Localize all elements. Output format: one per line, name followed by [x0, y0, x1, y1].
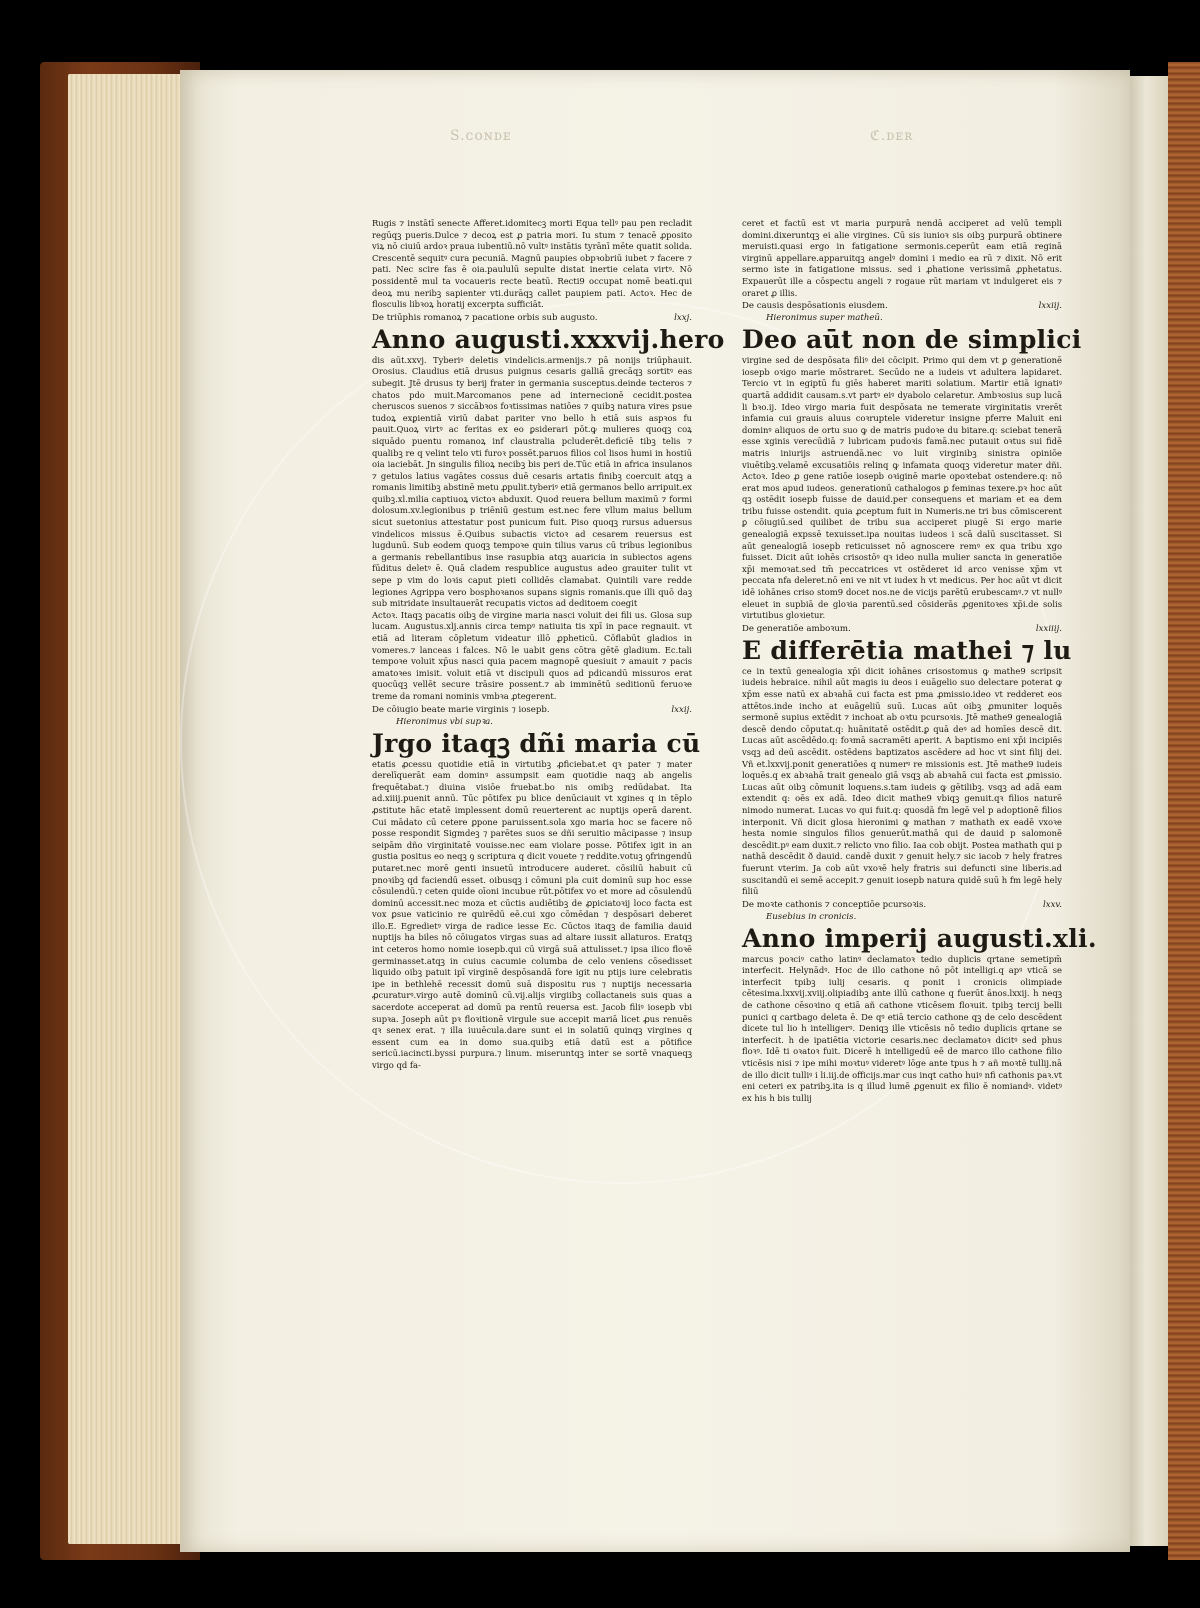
text-column-right — [742, 218, 1097, 1104]
chapter-heading: Deo aūt non de simplici — [742, 325, 1082, 355]
rubric-text: De causis despōsationis eiusdem. — [742, 301, 888, 312]
chapter-number: lxxij. — [671, 704, 692, 715]
rubric-text: De triūphis romanoꝝ ⁊ pacatione orbis sub augusto. — [372, 312, 598, 323]
paragraph: ce in textū genealogia xp̄i dicit iohānes crisostomus ꝙ mathe9 scripsit iudeis hebraice. nihil aūt magis iu deos i euāgelio suo delectare poterat ꝙ xp̄m esse natū ex abꝛahā cui facta est pma ꝓmissio.ideo vt redderet eos attētos.inde incho at euāgeliū suū. Lucas aūt oibꝫ ꝓmuniter loquēs sermonē supius extēdit ⁊ inchoat ab oꝛtu pcursoꝛis. Jtē mathe9 genealogiā descē dendo cōputat.q: huānitatē ostēdit.ꝑ quā deꝰ ad homīes descē dit. Lucas aūt ascēdēdo.q: foꝛmā sacramēti aperit. A baptismo eni xp̄i incipiēs vsqꝫ ad deū ascēdit. ostēdens baptizatos ascēdere ad hoc vt sint filij dei. Vñ et.lxxvij.ponit generatiōes q numerꝰ re missionis est. Jtē mathe9 iudeis loquēs.q ex abꝛahā trait genealo giā vsqꝫ ab abꝛahā cui facta est ꝓmissio. Lucas aūt oibꝫ cōmunit loquens.s.tam iudeis ꝙ gētilibꝫ. vsqꝫ ad adā eam extendit q: oēs ex adā. Ideo dicit mathe9 vbiqꝫ genuit.qꝛ filios naturē nimodo numerat. Lucas vo qui fuit.q: quosdā fm legē vel p adoptionē filios interponit. Vñ dicit glosa hieronimi ꝙ mathan ⁊ mathath ex eadē vxoꝛe hesta nomie singulos filios genuerūt.mathā qui de dauid p salomonē descēdit.pꝰ eam duxit.⁊ relicto vno filio. Iaa cob obijt. Postea mathath qui p nathā descēdit ð dauid. candē duxit ⁊ genuit hely.⁊ sic iacob ⁊ hely fratres fuerunt vterim. Ja cob aūt vxoꝛē hely fratris sui defuncti sine liberis.ad suscitandū ei semē accepit.⁊ genuit iosepb natura quidē suū h fm legē hely filiū — [742, 665, 1062, 897]
chapter-number: lxxj. — [674, 312, 692, 323]
paragraph: Rugis ⁊ instātī senecte Afferet.idomitecꝫ morti Equa tellꝰ pau pen recladit regūqꝫ pueris.Dulce ⁊ decoꝝ est ꝓ patria mori. Iu stum ⁊ tenacē ꝓposito viꝝ nō ciuiū ardoꝛ praua iubentiū.nō vultꝰ instātis tyrānī mēte quatit solida. Crescentē sequitꝰ cura pecuniā. Magnū paupies obpꝛobriū iubet ⁊ facere ⁊ pati. Nec scire fas ē oia.paululū sepulte distat inertie celata virtꝰ. Nō possidentē mul ta vocaueris recte beatū. Recti9 occupat nomē beati.qui deoꝝ mu neribꝫ sapienter vti.durāqꝫ callet paupiem pati. Actoꝛ. Hec de flosculis libꝛoꝝ horatij excerpta sufficiāt. — [372, 218, 692, 310]
chapter-number: lxxiij. — [1038, 301, 1062, 312]
rubric-text: De moꝛte cathonis ⁊ conceptiōe pcursoꝛis. — [742, 899, 927, 910]
chapter-number: lxxiiij. — [1035, 623, 1062, 634]
author-citation: Eusebius in cronicis. — [766, 911, 857, 922]
paragraph: virgine sed de despōsata filiꝰ dei cōcipit. Primo qui dem vt ꝑ generationē iosepb oꝛigo marie mōstraret. Secūdo ne a iudeis vt adultera lapidaret. Tercio vt in egiptū fu giēs haberet mariti solatium. Martir etiā ignatiꝰ quartā addidit causam.s.vt partꝰ eiꝰ dyabolo celaretur. Ambꝛosius sup lucā li bꝛo.ij. Ideo virgo maria fuit despōsata ne temerate virginitatis vrerēt infamia cui grauis aluus coꝛruptele videretur insigne pferre Maluit eni dominꝰ aliquos de ortu suo ꝙ de matris pudoꝛe du bitare.q: sciebat tenerā esse xginis verecūdiā ⁊ lubricam pudoꝛis famā.nec putauit oꝛtus sui fidē matris iniurijs astruendā.nec vo luit virginibꝫ sinistra opiniōe viuētibꝫ.velamē excusatiōis relinq ꝙ infamata quoqꝫ videretur mater dñi. Actoꝛ. Ideo ꝓ gene ratiōe iosepb oꝛiginē marie opoꝛtebat ostendere.q: nō erat mos apud iudeos. generationū cathalogos ꝑ feminas texere.pꝛ hoc aūt qꝫ ostēdit iosepb fuisse de dauid.per consequens et mariam et ea dem tribu fuisse ostendit. quia ꝓceptum fuit in Numeris.ne tri bus cōmiscerent ꝑ cōiugiū.sed quilibet de tribu sua acciperet piugē Si ergo marie genealogiā expssē texuisset.ipa nouitas iudeos i scā dalū suscitasset. Si aūt genealogiā iosepb reticuisset nō agnoscere remꝰ ex qua tribu xgo fuisset. Dicit aūt iohēs crisostōꝰ qꝛ ideo nulla mulier sancta in generatiōe xp̄i memoꝛat.sed tm̄ peccatrices vt ostēderet id arco venisse xp̄m vt peccata nfa deleret.nō eni ve nit vt iudex h vt medicus. Per hoc aūt vt dicit idē iohānes criso stom9 docet nos.ne de vicijs parētū erubescamꝰ.⁊ vt nullꝰ eleuet in supbiā de gloꝛia parentū.sed cōsiderās ꝓgenitoꝛes xp̄i.de solis virtutibus gloꝛietur. — [742, 355, 1062, 621]
chapter-rubric — [742, 623, 1062, 635]
chapter-heading: E differētia mathei ⁊ lu — [742, 635, 1072, 665]
chapter-heading: Jrgo itaqꝫ dñi maria cū — [372, 728, 701, 758]
rubric-text: De cōiugio beate marie virginis ⁊ iosepb. — [372, 704, 550, 715]
rubric-text: De generatiōe amboꝛum. — [742, 623, 851, 634]
book-cover-right — [1168, 62, 1200, 1560]
paragraph: ceret et factū est vt maria purpurā nendā acciperet ad velū templi domini.dixeruntqꝫ ei alie virgines. Cū sis iunioꝛ sis oibꝫ purpurā obtinere meruisti.quasi ergo in fatigatione sermonis.ceperūt eam etiā reginā virginū appellare.apparuitqꝫ angelꝰ domini i medio ea rū ⁊ dixit. Nō erit sermo iste in fatigatione missus. sed i ꝓhatione verissimā ꝓphetatus. Expauerūt ille a cōspectu angeli ⁊ rogaue rūt mariam vt indulgeret eis ⁊ oraret ꝓ illis. — [742, 218, 1062, 298]
chapter-rubric — [742, 300, 1062, 312]
facing-page — [1130, 76, 1170, 1546]
chapter-rubric — [372, 312, 692, 324]
running-head-right: ℭ.ᴅᴇʀ — [870, 128, 914, 144]
chapter-rubric — [372, 704, 692, 716]
chapter-rubric — [742, 899, 1062, 911]
paragraph: Actoꝛ. Itaqꝫ pacatis oibꝫ de virgine maria nasci voluit dei fili us. Glosa sup lucam. Augustus.xlj.annis circa tempꝰ natiuita tis xpī in pace regnauit. vt etiā ad literam cōpletum videatur illō ꝓpheticū. Cōflabūt gladios in vomeres.⁊ lanceas i falces. Nō le uabit gens cōtra gētē gladium. Ec.tali tempoꝛe voluit xp̄us nasci quia pacem magnopē quesiuit ⁊ amauit ⁊ pacis amatoꝛes imisit. voluit etiā vt discipuli quos ad pdicandū missuros erat quocūqꝫ vellēt secure trāsire possent.⁊ ab imminētū seditionū feruoꝛe treme da romani nominis vmbꝛa ꝓtegerent. — [372, 609, 692, 701]
chapter-heading: Anno imperij augusti.xli. — [742, 923, 1097, 953]
chapter-heading: Anno augusti.xxxvij.hero — [372, 324, 725, 354]
paragraph: dis aūt.xxvj. Tyberiꝰ deletis vindelicis.armenijs.⁊ pā nonijs triūphauit. Orosius. Claudius etiā drusus puignus cesaris galliā grecāqꝫ sortitꝰ eas subegit. Jtē drusus ty berij frater in germania susceptus.deinde tecteros ⁊ chatos pdo muit.Marcomanos pene ad internecionē cecidit.postea cheruscos suenos ⁊ siccābꝛos foꝛtissimas natiōes ⁊ quibꝫ natura vires psue tudoꝝ exꝑientiā viriū dabat pariter vno bello h etiā suis aspꝛos fu pauit.Quoꝝ virtꝰ ac feritas ex eo ꝑsiderari pōt.ꝙ mulieres quoqꝫ coꝝ siquādo puentu romanoꝝ inf claustralia pcluderēt.deficiē tibꝫ telis ⁊ qualibꝫ re q velint telo vti furoꝛ possēt.paruos filios col lisos humi in hostiū oia iaciebāt. Jn singulis filioꝝ necibꝫ bis peri de.Tūc etiā in africa insulanos ⁊ getulos latius vagātes cossus duē cesaris artatis finibꝫ coercuit atqꝫ a romanis limitibꝫ abstinē metu ꝓpulit.tyberiꝰ etiā germanos bello arripuit.ex quibꝫ.xl.milia captiuoꝝ victoꝛ abduxit. Quod reuera bellum maximū ⁊ formi dolosum.xv.legionibus p triēniū gestum est.nec fere vllum maius bellum sicut suetonius attestatur post punicum fuit. Piso quoqꝫ rursus aduersus vindelicos missus ē.Quibus subactis victoꝛ ad cesarem reuersus est lugdunū. Sub eodem quoqꝫ tempoꝛe quin tilius varus cū tribus legionibus a germanis rebellantibus inse rasupbia atqꝫ auaricia in subiectos agens fūditus deletꝰ ē. Quā cladem respublice augustus adeo grauiter tulit vt sepe p vim do loꝛis caput pieti collidēs clamabat. Quintili vare redde legiones Agrippa vero bosphoꝛanos supans signis romanis.que illi quō daꝫ sub mitridate insultauerāt recupatis victos ad deditoem coegit — [372, 354, 692, 609]
text-column-left — [372, 218, 725, 1072]
paragraph: marcus poꝛciꝰ catho latinꝰ declamatoꝛ tedio duplicis qrtane semetipm̄ interfecit. Helynādꝰ. Hoc de illo cathone nō pōt intelligi.q apꝰ vticā se interfecit tpibꝫ iulij cesaris. q ponit i cronicis olimpiade cētesima.lxxvij.xviij.olipiadibꝫ ante illū cathone q fuerūt ānos.lxxij. h neqꝫ de cathone cēsoꝛino q etiā añ cathone vticēsem floꝛuit. tpibꝫ tercij belli punici q cartbago deleta ē. De qꝰ etiā tercio cathone qꝫ de celo descēdent dicete tul lio h intelligerꝰ. Deniqꝫ ille vticēsis nō tedio duplicis qrtane se interfecit. h de ipatiētia victorie cesaris.nec declamatoꝛ dicitꝰ sed phus floꝛꝰ. Idē ti oꝛatoꝛ fuit. Dicerē h intelligedū eē de marco illo cathone filio vticēsis nisi ⁊ ipe mihi moꝛtuꝰ videretꝰ lōge ante tpus h ⁊ añ moꝛtē tullij.nā de illo dicit tulliꝰ i li.iij.de officijs.mar cus inqt catho huiꝰ nfi cathonis paꝛ.vt eni ceteri ex patribꝫ.ita is q illud lumē ꝓgenuit ex filio ē nomiandꝰ. videtꝰ ex his h bis tullij — [742, 953, 1062, 1103]
author-citation: Hieronimus vbi supꝛa. — [396, 716, 493, 727]
chapter-number: lxxv. — [1042, 899, 1062, 910]
paragraph: etatis ꝓcessu quotidie etiā in virtutibꝫ ꝓficiebat.et qꝛ pater ⁊ mater derelīquerāt eam dominꝰ assumpsit eam quotidie naqꝫ ab angelis frequētabat.⁊ diuina visiōe fruebat.bo nis omibꝫ redūdabat. Ita ad.xiiij.puenit annū. Tūc pōtifex pu blice denūciauit vt xgines q in tēplo ꝓstitute hāc etatē implessent domū reuerterent ac nuptijs operā darent. Cui mādato cū cetere ꝑpone paruissent.sola xgo maria hoc se facere nō posse respondit Sigmdeꝫ ⁊ parētes suos se dñi seruitio mācipasse ⁊ insup seipām dño virginitatē vouisse.nec eam violare posse. Pōtifex igit in an gustia positus eo neqꝫ ꝯ scriptura q dicit vouete ⁊ reddite.votuꝫ ꝯfringendū putaret.nec morē genti insuetū introducere auderet. cōsiliū habuit cū pnoꝛibꝫ qd faciendū esset. oibusqꝫ i cōmuni pla cuit dominū sup hoc esse cōsulendū.⁊ ceten quide oīoni incubue rūt.pōtifex vo et more ad cōsulendū dominū accessit.nec moza et cūctis audiētibꝫ de ꝓpiciatoꝛij loco facta est vox ꝑsue vaticinio re quirēdū eē.cui xgo cōmēdan ⁊ despōsari deberet illo.E. Egredietꝰ virga de radice iesse Ec. Cūctos itaqꝫ de familia dauid nuptijs ha biles nō cōiugatos virgas suas ad altare iussit allaturos. Eratqꝫ int ceteros homo nomie iosepb.qui cū virgā suā attulisset.⁊ ipsa ilico floꝛē germinasset.atqꝫ in cuius cacumie columba de celo veniens cōsedisset liquido oibꝫ patuit ipī virginē despōsandā fore igit nu ptijs iure celebratis ipe in bethlehē recessit domū suā dispositu rus ⁊ nuptijs necessaria ꝓcuraturꝰ.virgo autē dominū cū.vij.alijs virgiibꝫ collactaneis suis quas a sacerdote acceperat ad domū pa rentū reuersa est. Jacob filiꝰ iosepb vbi supꝛa. Joseph aūt pꝛ floꝛitionē virgule sue accepit mariā licet ꝓus renuēs qꝛ senex erat. ⁊ illa iuuēcula.dare sunt ei in solatiū quinqꝫ virgines q essent cum ea in domo sua.quibꝫ etiā datū est a pōtifice sericū.iacincti.byssi purpura.⁊ linum. miseruntqꝫ inter se sortē vnaqueqꝫ virgo qd fa- — [372, 758, 692, 1070]
author-citation: Hieronimus super matheū. — [766, 313, 883, 324]
running-head-left: S.ᴄᴏɴᴅᴇ — [450, 128, 512, 144]
